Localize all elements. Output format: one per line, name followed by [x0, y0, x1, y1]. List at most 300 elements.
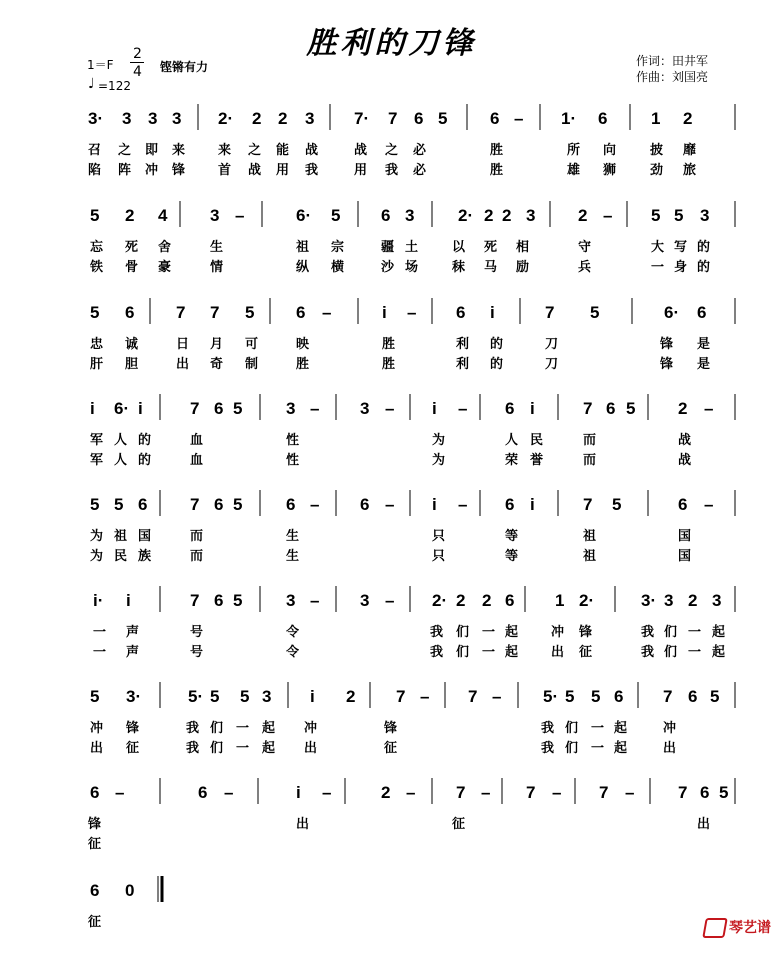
lyric-char: 之 [385, 143, 399, 158]
note: 5 [651, 206, 661, 225]
note: 7 [190, 399, 200, 418]
note: 3· [126, 687, 142, 706]
note: 3· [88, 109, 104, 128]
lyric-char: 狮 [603, 163, 617, 178]
lyric-char: 胜 [382, 337, 396, 352]
note: 3 [712, 591, 722, 610]
lyric-char: 制 [245, 357, 259, 372]
note: 2 [456, 591, 466, 610]
lyric-char: 人 [505, 433, 519, 448]
note: – [481, 783, 491, 802]
note: 6 [456, 303, 466, 322]
note: 6· [114, 399, 130, 418]
lyric-char: 我 [641, 625, 655, 640]
lyric-char: 战 [354, 143, 368, 158]
note: 6 [700, 783, 710, 802]
logo-text: 琴艺谱 [729, 920, 771, 936]
lyric-char: 一 [93, 625, 107, 640]
note: 7 [599, 783, 609, 802]
note: i [432, 495, 437, 514]
score-row [0, 104, 783, 196]
lyric-char: 祖 [296, 240, 310, 255]
lyric-char: 征 [579, 645, 593, 660]
note: i [296, 783, 301, 802]
note: 5 [233, 495, 243, 514]
lyric-char: 出 [697, 817, 711, 832]
note: 6 [697, 303, 707, 322]
note: 5· [188, 687, 204, 706]
lyric-char: 一 [688, 625, 702, 640]
score-row [0, 394, 783, 486]
score-row [0, 490, 783, 582]
lyric-char: 出 [663, 741, 677, 756]
note: 6 [678, 495, 688, 514]
score-row [0, 201, 783, 293]
lyric-char: 令 [286, 645, 300, 660]
lyric-char: 胜 [490, 143, 504, 158]
lyric-char: 我 [186, 741, 200, 756]
lyric-char: 战 [305, 143, 319, 158]
lyric-char: 的 [490, 357, 504, 372]
lyric-char: 可 [245, 337, 259, 352]
note: 5 [590, 303, 600, 322]
lyric-char: 锋 [88, 817, 102, 832]
lyric-char: 一 [651, 260, 665, 275]
lyric-char: 冲 [663, 721, 677, 736]
lyric-char: 令 [286, 625, 300, 640]
note: 7 [583, 495, 593, 514]
lyric-char: 死 [125, 240, 139, 255]
note: – [385, 495, 395, 514]
lyric-char: 锋 [172, 163, 186, 178]
note: 7 [190, 591, 200, 610]
note: 6· [664, 303, 680, 322]
note: 6 [214, 495, 224, 514]
note: 5 [710, 687, 720, 706]
lyric-char: 场 [405, 260, 419, 275]
lyric-char: 只 [432, 529, 446, 544]
note: i [310, 687, 315, 706]
note: 2· [432, 591, 448, 610]
note: 3 [405, 206, 415, 225]
lyric-char: 的 [138, 433, 152, 448]
note: – [407, 303, 417, 322]
lyric-char: 号 [190, 625, 204, 640]
note: 2 [484, 206, 494, 225]
lyric-char: 出 [176, 357, 190, 372]
lyric-char: 是 [697, 357, 711, 372]
lyric-char: 人 [114, 453, 128, 468]
note: 1· [561, 109, 577, 128]
lyric-char: 们 [664, 645, 678, 660]
note: 6 [614, 687, 624, 706]
note: 3 [286, 591, 296, 610]
lyric-char: 能 [276, 143, 290, 158]
note: 6 [606, 399, 616, 418]
lyric-char: 锋 [126, 721, 140, 736]
note: 3 [360, 399, 370, 418]
note: 2 [125, 206, 135, 225]
note: 5 [331, 206, 341, 225]
note-icon: ♩ [88, 76, 95, 92]
note: 3 [172, 109, 182, 128]
note: – [224, 783, 234, 802]
lyric-char: 冲 [145, 163, 159, 178]
lyric-char: 写 [674, 240, 688, 255]
note: i· [93, 591, 104, 610]
note: 2 [252, 109, 262, 128]
note: 5 [210, 687, 220, 706]
score-row [0, 778, 783, 870]
note: 5· [543, 687, 559, 706]
tempo-value: =122 [98, 79, 131, 93]
lyric-char: 刀 [545, 357, 559, 372]
note: 7 [678, 783, 688, 802]
note: 7 [526, 783, 536, 802]
lyric-char: 即 [145, 143, 159, 158]
note: – [552, 783, 562, 802]
lyric-char: 我 [385, 163, 399, 178]
note: – [704, 495, 714, 514]
lyric-char: 必 [413, 163, 427, 178]
lyric-char: 肝 [90, 357, 104, 372]
lyric-char: 出 [304, 741, 318, 756]
note: – [322, 783, 332, 802]
lyric-char: 劲 [650, 163, 664, 178]
lyric-char: 月 [210, 337, 224, 352]
lyric-char: 为 [432, 453, 446, 468]
note: 6 [688, 687, 698, 706]
lyric-char: 们 [664, 625, 678, 640]
lyric-char: 兵 [578, 260, 592, 275]
lyric-char: 为 [90, 549, 104, 564]
note: – [492, 687, 502, 706]
note: – [310, 399, 320, 418]
lyric-char: 之 [118, 143, 132, 158]
note: 0 [125, 881, 135, 900]
lyric-char: 而 [190, 529, 204, 544]
note: 5 [438, 109, 448, 128]
lyric-char: 用 [276, 163, 290, 178]
score-row [0, 876, 783, 968]
note: 3 [210, 206, 220, 225]
note: 6 [214, 399, 224, 418]
note: i [138, 399, 143, 418]
note: 6 [214, 591, 224, 610]
note: 3· [641, 591, 657, 610]
lyric-char: 一 [591, 721, 605, 736]
note: 6 [490, 109, 500, 128]
lyric-char: 纵 [296, 260, 310, 275]
lyric-char: 用 [354, 163, 368, 178]
lyric-char: 死 [484, 240, 498, 255]
note: 6 [505, 591, 515, 610]
lyric-char: 性 [286, 433, 300, 448]
lyric-char: 利 [456, 337, 470, 352]
lyric-char: 血 [190, 433, 204, 448]
lyric-char: 起 [505, 625, 519, 640]
note: 5 [612, 495, 622, 514]
note: – [625, 783, 635, 802]
time-signature-line [130, 62, 144, 63]
lyric-char: 之 [248, 143, 262, 158]
lyric-char: 宗 [331, 240, 345, 255]
lyric-char: 起 [614, 741, 628, 756]
note: 7 [388, 109, 398, 128]
note: 6 [296, 303, 306, 322]
note: 2 [381, 783, 391, 802]
lyric-char: 相 [516, 240, 530, 255]
lyric-char: 一 [236, 721, 250, 736]
lyric-char: 的 [697, 240, 711, 255]
lyric-char: 我 [186, 721, 200, 736]
lyric-char: 是 [697, 337, 711, 352]
lyric-char: 一 [236, 741, 250, 756]
lyric-char: 一 [482, 645, 496, 660]
score-row [0, 298, 783, 390]
lyric-char: 一 [591, 741, 605, 756]
note: – [385, 399, 395, 418]
note: 6 [505, 495, 515, 514]
lyric-char: 我 [541, 741, 555, 756]
lyricist: 作词：田井军 [636, 54, 709, 68]
note: 6 [505, 399, 515, 418]
lyric-char: 情 [210, 260, 224, 275]
note: 5 [719, 783, 729, 802]
lyric-char: 我 [541, 721, 555, 736]
lyric-char: 向 [603, 143, 617, 158]
lyric-char: 荣 [505, 453, 519, 468]
note: 6 [360, 495, 370, 514]
lyric-char: 起 [712, 645, 726, 660]
note: i [490, 303, 495, 322]
lyric-char: 起 [262, 741, 276, 756]
lyric-char: 血 [190, 453, 204, 468]
note: 7 [190, 495, 200, 514]
lyric-char: 为 [90, 529, 104, 544]
note: i [530, 495, 535, 514]
lyric-char: 披 [650, 143, 664, 158]
note: 2· [579, 591, 595, 610]
lyric-char: 出 [551, 645, 565, 660]
note: 7 [545, 303, 555, 322]
lyric-char: 性 [286, 453, 300, 468]
lyric-char: 豪 [158, 260, 172, 275]
lyric-char: 起 [505, 645, 519, 660]
lyric-char: 军 [90, 433, 104, 448]
note: i [126, 591, 131, 610]
lyric-char: 我 [430, 645, 444, 660]
lyric-char: 军 [90, 453, 104, 468]
lyric-char: 利 [456, 357, 470, 372]
lyric-char: 召 [88, 143, 102, 158]
lyric-char: 秣 [452, 260, 466, 275]
lyric-char: 而 [190, 549, 204, 564]
note: 3 [700, 206, 710, 225]
lyric-char: 们 [565, 741, 579, 756]
lyric-char: 土 [405, 240, 419, 255]
lyric-char: 必 [413, 143, 427, 158]
lyric-char: 锋 [660, 337, 674, 352]
note: 5 [114, 495, 124, 514]
lyric-char: 奇 [210, 357, 224, 372]
lyric-char: 出 [90, 741, 104, 756]
lyric-char: 以 [452, 240, 466, 255]
lyric-char: 而 [583, 433, 597, 448]
lyric-char: 战 [678, 433, 692, 448]
lyric-char: 一 [688, 645, 702, 660]
note: i [530, 399, 535, 418]
note: 3 [664, 591, 674, 610]
lyric-char: 生 [286, 529, 300, 544]
lyric-char: 疆 [381, 240, 395, 255]
lyric-char: 雄 [567, 163, 581, 178]
note: – [385, 591, 395, 610]
note: 6 [138, 495, 148, 514]
lyric-char: 国 [678, 529, 692, 544]
lyric-char: 战 [678, 453, 692, 468]
lyric-char: 大 [651, 240, 665, 255]
note: 7 [176, 303, 186, 322]
note: 2 [678, 399, 688, 418]
note: 6· [296, 206, 312, 225]
lyric-char: 靡 [683, 143, 697, 158]
note: 7 [456, 783, 466, 802]
note: – [235, 206, 245, 225]
lyric-char: 忠 [90, 337, 104, 352]
lyric-char: 我 [305, 163, 319, 178]
lyric-char: 胜 [382, 357, 396, 372]
tempo-mark: 铿锵有力 [160, 60, 209, 74]
note: 3 [305, 109, 315, 128]
note: – [310, 591, 320, 610]
note: 3 [360, 591, 370, 610]
lyric-char: 祖 [583, 529, 597, 544]
note: 7 [583, 399, 593, 418]
lyric-char: 们 [456, 625, 470, 640]
lyric-char: 人 [114, 433, 128, 448]
note: 5 [591, 687, 601, 706]
lyric-char: 映 [296, 337, 310, 352]
note: 2 [578, 206, 588, 225]
note: i [432, 399, 437, 418]
lyric-char: 声 [126, 625, 140, 640]
note: – [458, 399, 468, 418]
note: 6 [90, 881, 100, 900]
composer: 作曲：刘国亮 [636, 70, 709, 84]
song-title: 胜利的刀锋 [306, 26, 477, 61]
note: 3 [286, 399, 296, 418]
key-signature: 1＝F [87, 58, 114, 72]
lyric-char: 身 [674, 260, 688, 275]
note: 2 [482, 591, 492, 610]
note: – [322, 303, 332, 322]
lyric-char: 誉 [530, 453, 544, 468]
note: 7 [468, 687, 478, 706]
note: 2 [688, 591, 698, 610]
lyric-char: 冲 [551, 625, 565, 640]
lyric-char: 马 [484, 260, 498, 275]
lyric-char: 征 [452, 817, 466, 832]
lyric-char: 征 [88, 915, 102, 930]
lyric-char: 冲 [90, 721, 104, 736]
lyric-char: 为 [432, 433, 446, 448]
lyric-char: 横 [331, 260, 345, 275]
note: – [603, 206, 613, 225]
note: 6 [286, 495, 296, 514]
lyric-char: 的 [138, 453, 152, 468]
time-numerator: 2 [133, 46, 142, 62]
lyric-char: 我 [430, 625, 444, 640]
lyric-char: 民 [114, 549, 128, 564]
note: 1 [555, 591, 565, 610]
lyric-char: 的 [490, 337, 504, 352]
note: 5 [233, 591, 243, 610]
note: 5 [90, 303, 100, 322]
lyric-char: 旅 [683, 163, 697, 178]
lyric-char: 锋 [660, 357, 674, 372]
lyric-char: 阵 [118, 163, 132, 178]
lyric-char: 骨 [125, 260, 139, 275]
note: 2 [683, 109, 693, 128]
lyric-char: 祖 [114, 529, 128, 544]
note: i [382, 303, 387, 322]
note: – [420, 687, 430, 706]
lyric-char: 而 [583, 453, 597, 468]
lyric-char: 战 [248, 163, 262, 178]
logo-icon [702, 918, 728, 938]
note: 7 [663, 687, 673, 706]
note: 3 [262, 687, 272, 706]
lyric-char: 声 [126, 645, 140, 660]
note: 5 [240, 687, 250, 706]
lyric-char: 日 [176, 337, 190, 352]
lyric-char: 胜 [296, 357, 310, 372]
lyric-char: 铁 [90, 260, 104, 275]
lyric-char: 励 [516, 260, 530, 275]
note: 2 [502, 206, 512, 225]
note: 5 [674, 206, 684, 225]
lyric-char: 民 [530, 433, 544, 448]
note: – [514, 109, 524, 128]
note: 1 [651, 109, 661, 128]
note: 6 [198, 783, 208, 802]
lyric-char: 出 [296, 817, 310, 832]
note: 5 [565, 687, 575, 706]
lyric-char: 们 [456, 645, 470, 660]
note: 7· [354, 109, 370, 128]
lyric-char: 起 [262, 721, 276, 736]
note: 4 [158, 206, 168, 225]
lyric-char: 守 [578, 240, 592, 255]
note: 3 [148, 109, 158, 128]
lyric-char: 起 [712, 625, 726, 640]
lyric-char: 号 [190, 645, 204, 660]
note: 6 [414, 109, 424, 128]
note: 5 [233, 399, 243, 418]
lyric-char: 等 [505, 549, 519, 564]
lyric-char: 舍 [158, 240, 172, 255]
lyric-char: 征 [126, 741, 140, 756]
lyric-char: 们 [210, 721, 224, 736]
lyric-char: 忘 [90, 240, 104, 255]
lyric-char: 国 [138, 529, 152, 544]
note: – [704, 399, 714, 418]
lyric-char: 我 [641, 645, 655, 660]
note: 6 [381, 206, 391, 225]
note: – [310, 495, 320, 514]
lyric-char: 诚 [125, 337, 139, 352]
